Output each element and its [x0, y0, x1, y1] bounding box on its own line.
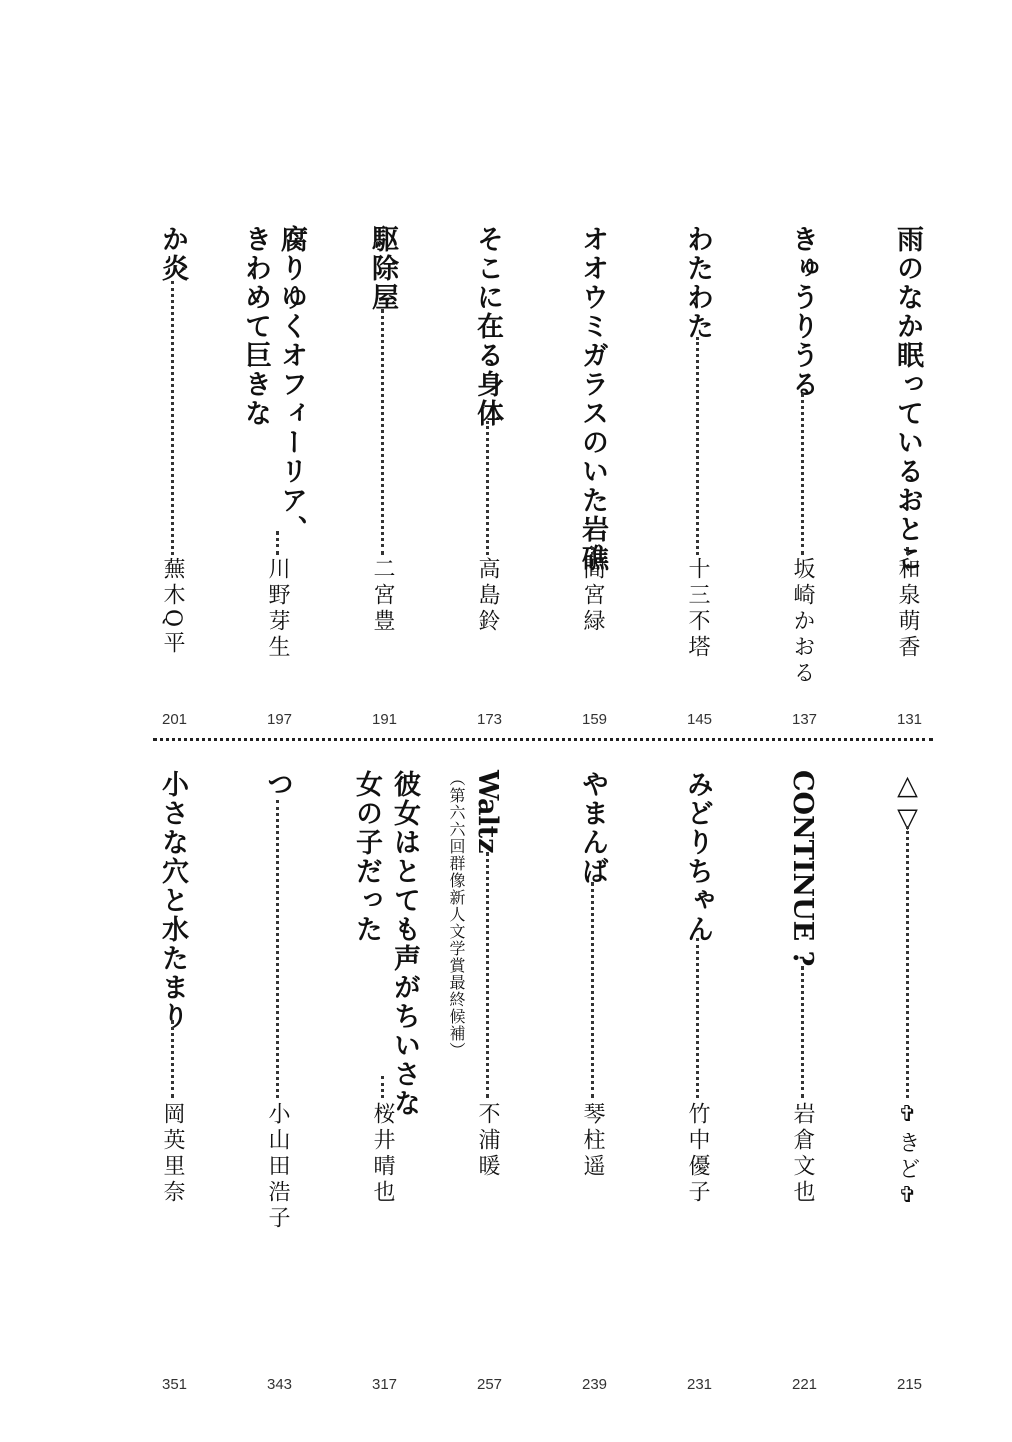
entry-title: つ — [262, 770, 293, 799]
page-number: 131 — [897, 711, 923, 728]
entry-author: 小山田浩子 — [265, 1102, 290, 1232]
leader-dots — [381, 309, 384, 555]
toc-entry[interactable] — [545, 770, 645, 1420]
entry-title: Waltz — [472, 770, 503, 854]
toc-entry[interactable] — [230, 225, 330, 745]
page-number: 343 — [267, 1376, 293, 1393]
entry-title: △▽ — [892, 770, 923, 836]
leader-dots — [906, 547, 909, 555]
toc-entry[interactable] — [440, 770, 540, 1420]
leader-dots — [486, 421, 489, 555]
entry-title: オオウミガラスのいた岩礁 — [577, 225, 608, 573]
entry-title-line-1: 腐りゆくオフィーリア、 — [276, 225, 307, 544]
entry-author: 竹中優子 — [685, 1102, 710, 1206]
leader-dots — [486, 852, 489, 1098]
leader-dots — [801, 393, 804, 555]
entry-author: 琴柱遥 — [580, 1102, 605, 1180]
page-number: 257 — [477, 1376, 503, 1393]
toc-entry[interactable] — [860, 225, 960, 745]
entry-author: 蕪木Q平 — [160, 557, 185, 658]
entry-title-line-2: きわめて巨きな — [240, 225, 271, 428]
leader-dots — [906, 826, 909, 1098]
leader-dots — [171, 281, 174, 555]
entry-title-line-1: 彼女はとても声がちいさな — [389, 770, 420, 1118]
leader-dots — [591, 547, 594, 555]
toc-entry[interactable] — [125, 225, 225, 745]
page-number: 137 — [792, 711, 818, 728]
page-number: 191 — [372, 711, 398, 728]
entry-author: 間宮緑 — [580, 557, 605, 635]
entry-author: 坂崎かおる — [790, 557, 815, 687]
entry-author: 高島鈴 — [475, 557, 500, 635]
entry-title: きゅうりうる — [787, 225, 818, 399]
entry-author: 岡英里奈 — [160, 1102, 185, 1206]
page-number: 317 — [372, 1376, 398, 1393]
toc-entry[interactable] — [755, 770, 855, 1420]
leader-dots — [696, 337, 699, 555]
page-number: 221 — [792, 1376, 818, 1393]
entry-subtitle: （第六六回群像新人文学賞最終候補） — [447, 770, 466, 1059]
toc-entry[interactable] — [650, 225, 750, 745]
entry-author: 二宮豊 — [370, 557, 395, 635]
page-number: 173 — [477, 711, 503, 728]
page-number: 201 — [162, 711, 188, 728]
toc-entry[interactable] — [230, 770, 330, 1420]
page-number: 159 — [582, 711, 608, 728]
toc-entry[interactable] — [650, 770, 750, 1420]
entry-title: 駆除屋 — [367, 225, 398, 312]
leader-dots — [801, 966, 804, 1098]
entry-author: 十三不塔 — [685, 557, 710, 661]
entry-title: CONTINUE ? — [787, 770, 818, 967]
entry-title: やまんば — [577, 770, 608, 886]
entry-author: ✞きど✞ — [895, 1102, 920, 1212]
page-number: 145 — [687, 711, 713, 728]
entry-title: わたわた — [682, 225, 713, 341]
toc-entry[interactable] — [860, 770, 960, 1420]
entry-title: か炎 — [157, 225, 188, 283]
toc-entry[interactable] — [545, 225, 645, 745]
page-number: 215 — [897, 1376, 923, 1393]
page-number: 239 — [582, 1376, 608, 1393]
leader-dots — [591, 882, 594, 1098]
entry-title-line-2: 女の子だった — [351, 770, 382, 944]
page-number: 197 — [267, 711, 293, 728]
entry-author: 川野芽生 — [265, 557, 290, 661]
entry-author: 不浦暖 — [475, 1102, 500, 1180]
leader-dots — [696, 938, 699, 1098]
leader-dots — [381, 1076, 384, 1098]
toc-entry[interactable] — [335, 770, 435, 1420]
entry-author: 桜井晴也 — [370, 1102, 395, 1206]
toc-entry[interactable] — [125, 770, 225, 1420]
entry-title: みどりちゃん — [682, 770, 713, 944]
page-number: 351 — [162, 1376, 188, 1393]
toc-entry[interactable] — [440, 225, 540, 745]
toc-entry[interactable] — [755, 225, 855, 745]
leader-dots — [276, 531, 279, 555]
toc-entry[interactable] — [335, 225, 435, 745]
entry-title: 小さな穴と水たまり — [157, 770, 188, 1031]
leader-dots — [276, 800, 279, 1098]
page-number: 231 — [687, 1376, 713, 1393]
entry-title: そこに在る身体 — [472, 225, 503, 428]
entry-author: 岩倉文也 — [790, 1102, 815, 1206]
section-divider — [153, 738, 933, 741]
entry-title: 雨のなか眠っているおとこ — [892, 225, 923, 573]
leader-dots — [171, 1020, 174, 1098]
entry-author: 和泉萌香 — [895, 557, 920, 661]
